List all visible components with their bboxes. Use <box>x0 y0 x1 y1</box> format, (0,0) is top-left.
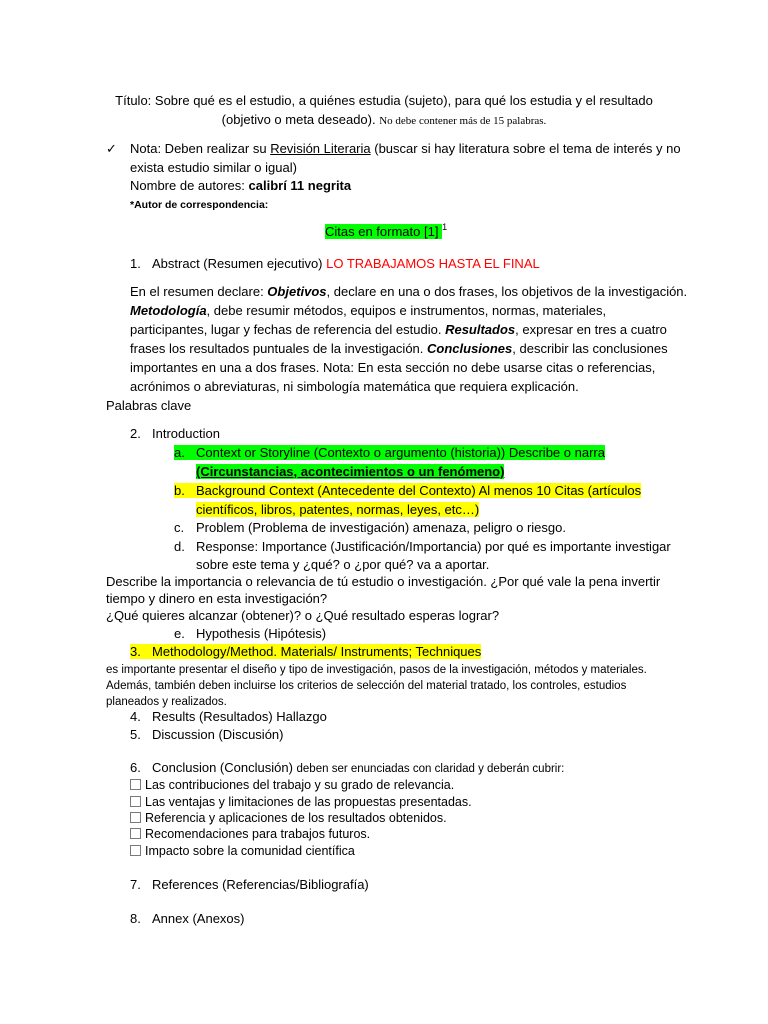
checkbox-icon <box>130 828 141 839</box>
citations-format <box>325 223 447 241</box>
intro-item-d-line-2: sobre este tema y ¿qué? o ¿por qué? va a aportar. <box>196 557 490 572</box>
abstract-para-line-3 <box>130 321 667 339</box>
conclusion-item <box>130 825 370 843</box>
conclusion-item-text: Impacto sobre la comunidad científica <box>145 844 355 858</box>
footnote-marker: 1 <box>442 222 448 232</box>
abstract-warning: LO TRABAJAMOS HASTA EL FINAL <box>326 256 540 271</box>
item-text: Background Context (Antecedente del Contexto) Al menos 10 Citas (artículos <box>196 483 642 498</box>
section-abstract <box>130 255 540 273</box>
abstract-para-line-1 <box>130 283 687 301</box>
title-word-limit-note: No debe contener más de 15 palabras. <box>379 115 547 127</box>
goal-question: ¿Qué quieres alcanzar (obtener)? o ¿Qué resultado esperas lograr? <box>106 608 500 623</box>
section-label: Discussion (Discusión) <box>152 727 284 742</box>
intro-item-a-line-2 <box>196 463 504 481</box>
note-text: Nota: Deben realizar su <box>130 141 271 156</box>
conclusion-item-text: Recomendaciones para trabajos futuros. <box>145 827 371 841</box>
abstract-para-line-4 <box>130 340 668 358</box>
checkbox-icon <box>130 812 141 823</box>
title-line-1: Título: Sobre qué es el estudio, a quiénes estudia (sujeto), para qué los estudia y el resultado <box>115 93 653 108</box>
intro-item-d <box>174 538 671 556</box>
section-number: 6. <box>130 760 141 775</box>
item-text: Hypothesis (Hipótesis) <box>196 626 327 641</box>
section-number: 2. <box>130 426 141 441</box>
section-number: 4. <box>130 709 141 724</box>
term-objectives: Objetivos <box>267 284 327 299</box>
section-label: Annex (Anexos) <box>152 911 245 926</box>
importance-line-2: tiempo y dinero en esta investigación? <box>106 591 328 606</box>
item-letter: b. <box>174 483 185 498</box>
term-conclusions: Conclusiones <box>427 341 513 356</box>
abstract-para-line-2 <box>130 302 606 320</box>
importance-line-1: Describe la importancia o relevancia de tú estudio o investigación. ¿Por qué vale la pena invertir <box>106 574 661 589</box>
corresponding-author: *Autor de correspondencia: <box>130 199 269 211</box>
section-label: Results (Resultados) Hallazgo <box>152 709 327 724</box>
item-letter: c. <box>174 520 185 535</box>
authors-label: Nombre de autores: <box>130 178 249 193</box>
section-label: Abstract (Resumen ejecutivo) <box>152 256 327 271</box>
conclusion-instructions: deben ser enunciadas con claridad y deberán cubrir: <box>296 763 565 775</box>
text: , debe resumir métodos, equipos e instrumentos, normas, materiales, <box>206 303 607 318</box>
section-discussion <box>130 726 283 744</box>
text: , describir las conclusiones <box>512 341 668 356</box>
methodology-para-line-1: es importante presentar el diseño y tipo de investigación, pasos de la investigación, métodos y materiales. <box>106 664 647 676</box>
section-annex <box>130 910 245 928</box>
item-text: Problem (Problema de investigación) amenaza, peligro o riesgo. <box>196 520 566 535</box>
note-line-1 <box>130 140 681 158</box>
literature-review-link: Revisión Literaria <box>270 141 371 156</box>
citations-highlight <box>325 224 442 239</box>
conclusion-item <box>130 776 454 794</box>
conclusion-item <box>130 842 355 860</box>
conclusion-item-text: Las ventajas y limitaciones de las propuestas presentadas. <box>145 795 472 809</box>
text: frases los resultados puntuales de la investigación. <box>130 341 428 356</box>
methodology-para-line-2: Además, también deben incluirse los criterios de selección del material tratado, los controles, estudios <box>106 680 627 692</box>
item-b-highlight <box>174 483 641 498</box>
section-number: 7. <box>130 877 141 892</box>
intro-item-e <box>174 625 326 643</box>
section-number: 5. <box>130 727 141 742</box>
citations-text: Citas en formato [1] <box>325 224 443 239</box>
checkbox-icon <box>130 779 141 790</box>
item-text: Context or Storyline (Contexto o argumento (historia)) Describe o narra <box>196 445 605 460</box>
section-methodology <box>130 643 481 661</box>
section-results <box>130 708 327 726</box>
item-letter: e. <box>174 626 185 641</box>
intro-item-b <box>174 482 641 500</box>
methodology-highlight <box>130 644 481 659</box>
authors-line <box>130 177 351 195</box>
methodology-para-line-3: planeados y realizados. <box>106 696 227 708</box>
conclusion-item-text: Referencia y aplicaciones de los resultados obtenidos. <box>145 811 447 825</box>
section-number: 8. <box>130 911 141 926</box>
text: , declare en una o dos frases, los objetivos de la investigación. <box>326 284 688 299</box>
item-letter: a. <box>174 445 185 460</box>
intro-item-a <box>174 444 605 462</box>
item-a-detail: (Circunstancias, acontecimientos o un fenómeno) <box>196 464 505 479</box>
checkbox-icon <box>130 845 141 856</box>
text: participantes, lugar y fechas de referencia del estudio. <box>130 322 446 337</box>
term-results: Resultados <box>445 322 516 337</box>
section-label: Methodology/Method. Materials/ Instruments; Techniques <box>152 644 482 659</box>
abstract-para-line-6: acrónimos o abreviaturas, ni simbología matemática que requiera explicación. <box>130 379 579 394</box>
check-icon: ✓ <box>106 141 117 156</box>
item-b-detail: científicos, libros, patentes, normas, leyes, etc…) <box>196 502 480 517</box>
section-label: Introduction <box>152 426 220 441</box>
text: , expresar en tres a cuatro <box>515 322 667 337</box>
item-text: Response: Importance (Justificación/Importancia) por qué es importante investigar <box>196 539 671 554</box>
note-line-2: exista estudio similar o igual) <box>130 160 297 175</box>
keywords-label: Palabras clave <box>106 398 192 413</box>
title-objective: (objetivo o meta deseado). <box>221 112 376 127</box>
section-label: Conclusion (Conclusión) <box>152 760 297 775</box>
checkbox-icon <box>130 796 141 807</box>
item-a-highlight <box>174 445 605 460</box>
title-line-2 <box>0 111 768 130</box>
section-label: References (Referencias/Bibliografía) <box>152 877 369 892</box>
conclusion-item-text: Las contribuciones del trabajo y su grado de relevancia. <box>145 778 455 792</box>
intro-item-c <box>174 519 566 537</box>
intro-item-b-line-2 <box>196 501 479 519</box>
section-references <box>130 876 369 894</box>
term-methodology: Metodología <box>130 303 207 318</box>
section-number: 1. <box>130 256 141 271</box>
text: En el resumen declare: <box>130 284 268 299</box>
authors-format: calibrí 11 negrita <box>248 178 352 193</box>
item-letter: d. <box>174 539 185 554</box>
section-introduction <box>130 425 220 443</box>
section-number: 3. <box>130 644 141 659</box>
abstract-para-line-5: importantes en una a dos frases. Nota: En esta sección no debe usarse citas o referencias, <box>130 360 656 375</box>
note-text-rest: (buscar si hay literatura sobre el tema de interés y no <box>370 141 681 156</box>
